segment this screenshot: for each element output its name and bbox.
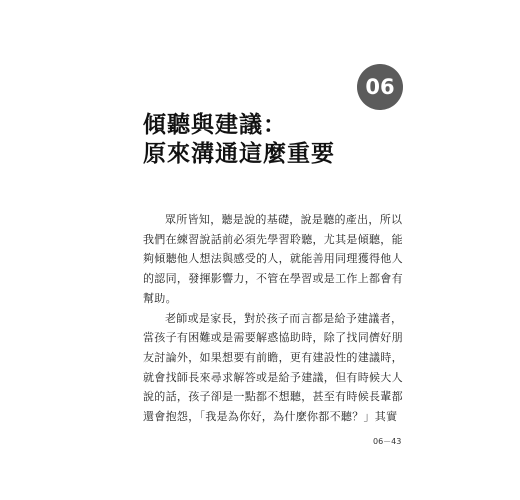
text-line: 我們在練習說話前必須先學習聆聽，尤其是傾聽，能	[143, 232, 403, 246]
chapter-number-badge: 06	[357, 64, 403, 110]
text-line: 說的話，孩子卻是一點都不想聽，甚至有時候長輩都	[143, 390, 403, 404]
paragraph-1	[143, 210, 403, 309]
body-text	[143, 210, 403, 427]
text-line: 夠傾聽他人想法與感受的人，就能善用同理獲得他人	[143, 252, 403, 266]
page-number: 06－43	[373, 437, 402, 446]
text-line: 眾所皆知，聽是說的基礎，說是聽的產出，所以	[165, 213, 403, 226]
text-line: 老師或是家長，對於孩子而言都是給予建議者，	[165, 311, 403, 325]
text-line: 的認同，發揮影響力，不管在學習或是工作上都會有	[143, 272, 403, 286]
chapter-title-line-1: 傾聽與建議：	[143, 111, 287, 138]
text-line: 當孩子有困難或是需要解惑協助時，除了找同儕好朋	[143, 331, 403, 345]
text-line: 還會抱怨，「我是為你好，為什麼你都不聽？」其實	[143, 410, 398, 424]
paragraph-2	[143, 309, 403, 427]
chapter-title	[143, 110, 335, 168]
chapter-title-line-2: 原來溝通這麼重要	[143, 140, 335, 167]
text-line: 友討論外，如果想要有前瞻，更有建設性的建議時，	[143, 350, 403, 364]
text-line: 就會找師長來尋求解答或是給予建議，但有時候大人	[143, 370, 403, 384]
text-line: 幫助。	[143, 291, 177, 305]
